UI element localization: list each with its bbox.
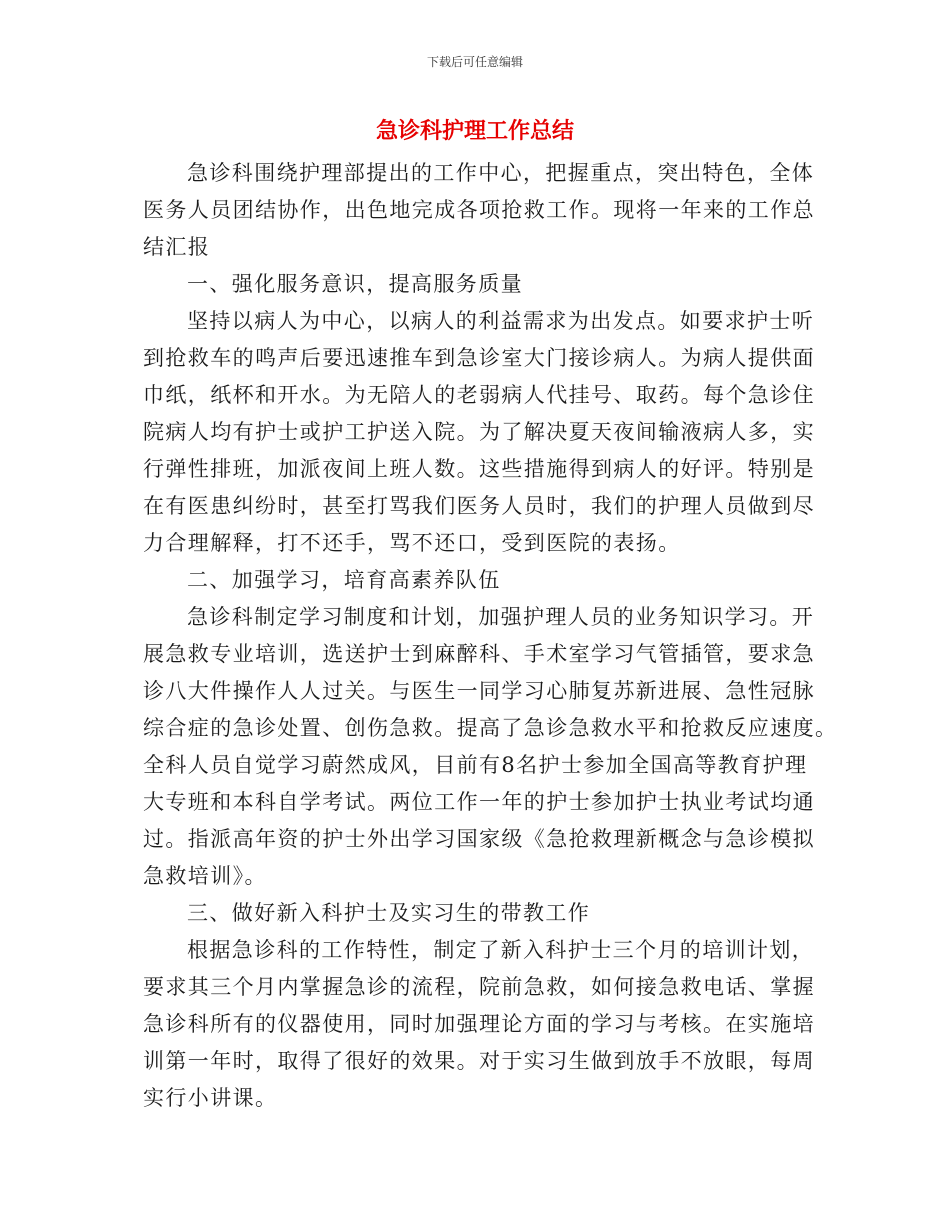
paragraph-line: 医务人员团结协作，出色地完成各项抢救工作。现将一年来的工作总 bbox=[143, 198, 815, 222]
section-heading: 二、加强学习，培育高素养队伍 bbox=[187, 568, 501, 592]
paragraph-line: 大专班和本科自学考试。两位工作一年的护士参加护士执业考试均通 bbox=[143, 790, 815, 814]
paragraph-line: 全科人员自觉学习蔚然成风，目前有8名护士参加全国高等教育护理 bbox=[143, 753, 808, 777]
paragraph-line: 急诊科所有的仪器使用，同时加强理论方面的学习与考核。在实施培 bbox=[143, 1012, 815, 1036]
paragraph-line: 结汇报 bbox=[143, 235, 211, 259]
document-body bbox=[143, 155, 838, 1117]
paragraph-line: 诊八大件操作人人过关。与医生一同学习心肺复苏新进展、急性冠脉 bbox=[143, 679, 815, 703]
paragraph-line: 在有医患纠纷时，甚至打骂我们医务人员时，我们的护理人员做到尽 bbox=[143, 494, 815, 518]
paragraph-line: 到抢救车的鸣声后要迅速推车到急诊室大门接诊病人。为病人提供面 bbox=[143, 346, 815, 370]
header-note: 下载后可任意编辑 bbox=[426, 55, 523, 69]
paragraph-line: 实行小讲课。 bbox=[143, 1086, 278, 1110]
section-heading: 三、做好新入科护士及实习生的带教工作 bbox=[187, 901, 591, 925]
paragraph-line: 急诊科制定学习制度和计划，加强护理人员的业务知识学习。开 bbox=[187, 605, 815, 629]
section-heading: 一、强化服务意识，提高服务质量 bbox=[187, 272, 523, 296]
paragraph-line: 急诊科围绕护理部提出的工作中心，把握重点，突出特色，全体 bbox=[187, 161, 815, 185]
document-title: 急诊科护理工作总结 bbox=[375, 119, 574, 144]
paragraph-line: 根据急诊科的工作特性，制定了新入科护士三个月的培训计划， bbox=[187, 938, 815, 962]
paragraph-line: 过。指派高年资的护士外出学习国家级《急抢救理新概念与急诊模拟 bbox=[143, 827, 815, 851]
paragraph-line: 综合症的急诊处置、创伤急救。提高了急诊急救水平和抢救反应速度。 bbox=[143, 716, 838, 740]
paragraph-line: 展急救专业培训，选送护士到麻醉科、手术室学习气管插管，要求急 bbox=[143, 642, 815, 666]
paragraph-line: 急救培训》。 bbox=[143, 864, 267, 888]
paragraph-line: 巾纸，纸杯和开水。为无陪人的老弱病人代挂号、取药。每个急诊住 bbox=[143, 383, 815, 407]
paragraph-line: 坚持以病人为中心，以病人的利益需求为出发点。如要求护士听 bbox=[187, 309, 815, 333]
paragraph-line: 训第一年时，取得了很好的效果。对于实习生做到放手不放眼，每周 bbox=[143, 1049, 815, 1073]
paragraph-line: 行弹性排班，加派夜间上班人数。这些措施得到病人的好评。特别是 bbox=[143, 457, 815, 481]
paragraph-line: 院病人均有护士或护工护送入院。为了解决夏天夜间输液病人多，实 bbox=[143, 420, 815, 444]
paragraph-line: 要求其三个月内掌握急诊的流程，院前急救，如何接急救电话、掌握 bbox=[143, 975, 815, 999]
paragraph-line: 力合理解释，打不还手，骂不还口，受到医院的表扬。 bbox=[143, 531, 681, 555]
